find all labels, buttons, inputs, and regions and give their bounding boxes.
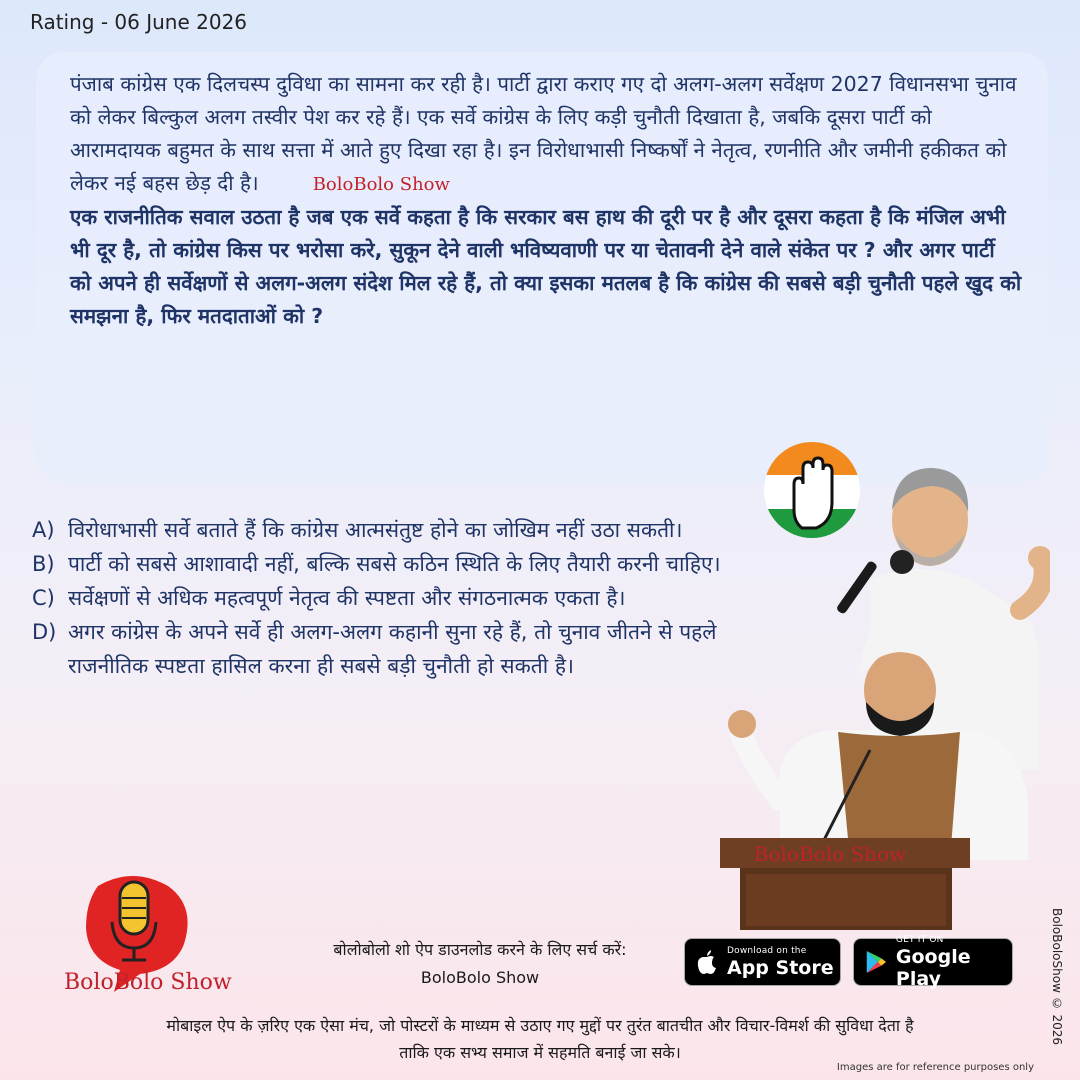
option-c[interactable] <box>32 581 732 615</box>
question-card <box>36 52 1048 484</box>
download-caption <box>295 936 665 992</box>
option-a[interactable] <box>32 513 732 547</box>
option-text: सर्वेक्षणों से अधिक महत्वपूर्ण नेतृत्व की स्पष्टता और संगठनात्मक एकता है। <box>68 586 626 610</box>
option-letter: B) <box>32 552 55 576</box>
app-store-small: Download on the <box>727 945 807 956</box>
download-app-name: BoloBolo Show <box>420 968 540 987</box>
google-play-button[interactable] <box>853 934 1013 990</box>
google-play-labels <box>896 935 1012 990</box>
option-letter: C) <box>32 586 55 610</box>
option-letter: A) <box>32 518 55 542</box>
poster-date: Rating - 06 June 2026 <box>30 10 248 34</box>
app-store-button[interactable] <box>684 938 841 986</box>
app-store-big: App Store <box>727 956 834 979</box>
logo-wordmark: BoloBolo Show <box>64 970 232 995</box>
footer-line-1: मोबाइल ऐप के ज़रिए एक ऐसा मंच, जो पोस्टरों के माध्यम से उठाए गए मुद्दों पर तुरंत बातचीत और विचार-विमर्श की सुविधा देता है <box>166 1016 914 1035</box>
option-text: पार्टी को सबसे आशावादी नहीं, बल्कि सबसे कठिन स्थिति के लिए तैयारी करनी चाहिए। <box>68 552 721 576</box>
google-play-big: Google Play <box>895 945 971 990</box>
intro-text: पंजाब कांग्रेस एक दिलचस्प दुविधा का सामना कर रही है। पार्टी द्वारा कराए गए दो अलग-अलग सर्वेक्षण 2027 विधानसभा चुनाव को लेकर बिल्कुल अलग तस्वीर पेश कर रहे हैं। एक सर्वे कांग्रेस के लिए कड़ी चुनौती दिखाता है, जबकि दूसरा पार्टी को आरामदायक बहुमत के साथ सत्ता में आते हुए दिखा रहा है। इन विरोधाभासी निष्कर्षों ने नेतृत्व, रणनीति और जमीनी हकीकत को लेकर नई बहस छेड़ दी है। <box>70 72 1017 195</box>
option-text: अगर कांग्रेस के अपने सर्वे ही अलग-अलग कहानी सुना रहे हैं, तो चुनाव जीतने से पहले राजनीतिक स्पष्टता हासिल करना ही सबसे बड़ी चुनौती हो सकती है। <box>68 620 717 678</box>
google-play-icon <box>864 948 888 976</box>
answer-options <box>32 513 732 683</box>
option-b[interactable] <box>32 547 732 581</box>
leaders-photo <box>720 440 1050 930</box>
poll-question: एक राजनीतिक सवाल उठता है जब एक सर्वे कहता है कि सरकार बस हाथ की दूरी पर है और दूसरा कहता है कि मंजिल अभी भी दूर है, तो कांग्रेस किस पर भरोसा करे, सुकून देने वाली भविष्यवाणी पर या चेतावनी देने वाले संकेत पर ? और अगर पार्टी को अपने ही सर्वेक्षणों से अलग-अलग संदेश मिल रहे हैं, तो क्या इसका मतलब है कि कांग्रेस की सबसे बड़ी चुनौती पहले खुद को समझना है, फिर मतदाताओं को ? <box>70 205 1022 328</box>
apple-icon <box>695 948 719 976</box>
congress-hand-icon <box>760 440 870 549</box>
podium-label: BoloBolo Show <box>753 842 907 866</box>
option-letter: D) <box>32 620 57 644</box>
download-instruction: बोलोबोलो शो ऐप डाउनलोड करने के लिए सर्च करें: <box>333 940 627 959</box>
leader-figure-back <box>836 468 1050 770</box>
app-store-labels <box>727 946 834 979</box>
copyright-notice: BoloBoloShow © 2026 <box>1050 908 1064 1046</box>
image-disclaimer: Images are for reference purposes only <box>836 1062 1034 1073</box>
option-text: विरोधाभासी सर्वे बताते हैं कि कांग्रेस आत्मसंतुष्ट होने का जोखिम नहीं उठा सकती। <box>68 518 683 542</box>
intro-paragraph <box>70 68 1022 201</box>
footer-line-2: ताकि एक सभ्य समाज में सहमति बनाई जा सके। <box>399 1043 681 1062</box>
google-play-small: GET IT ON <box>895 934 944 945</box>
footer-text <box>20 1012 1060 1066</box>
option-d[interactable] <box>32 615 732 683</box>
bolobolo-watermark: BoloBolo Show <box>312 174 450 195</box>
